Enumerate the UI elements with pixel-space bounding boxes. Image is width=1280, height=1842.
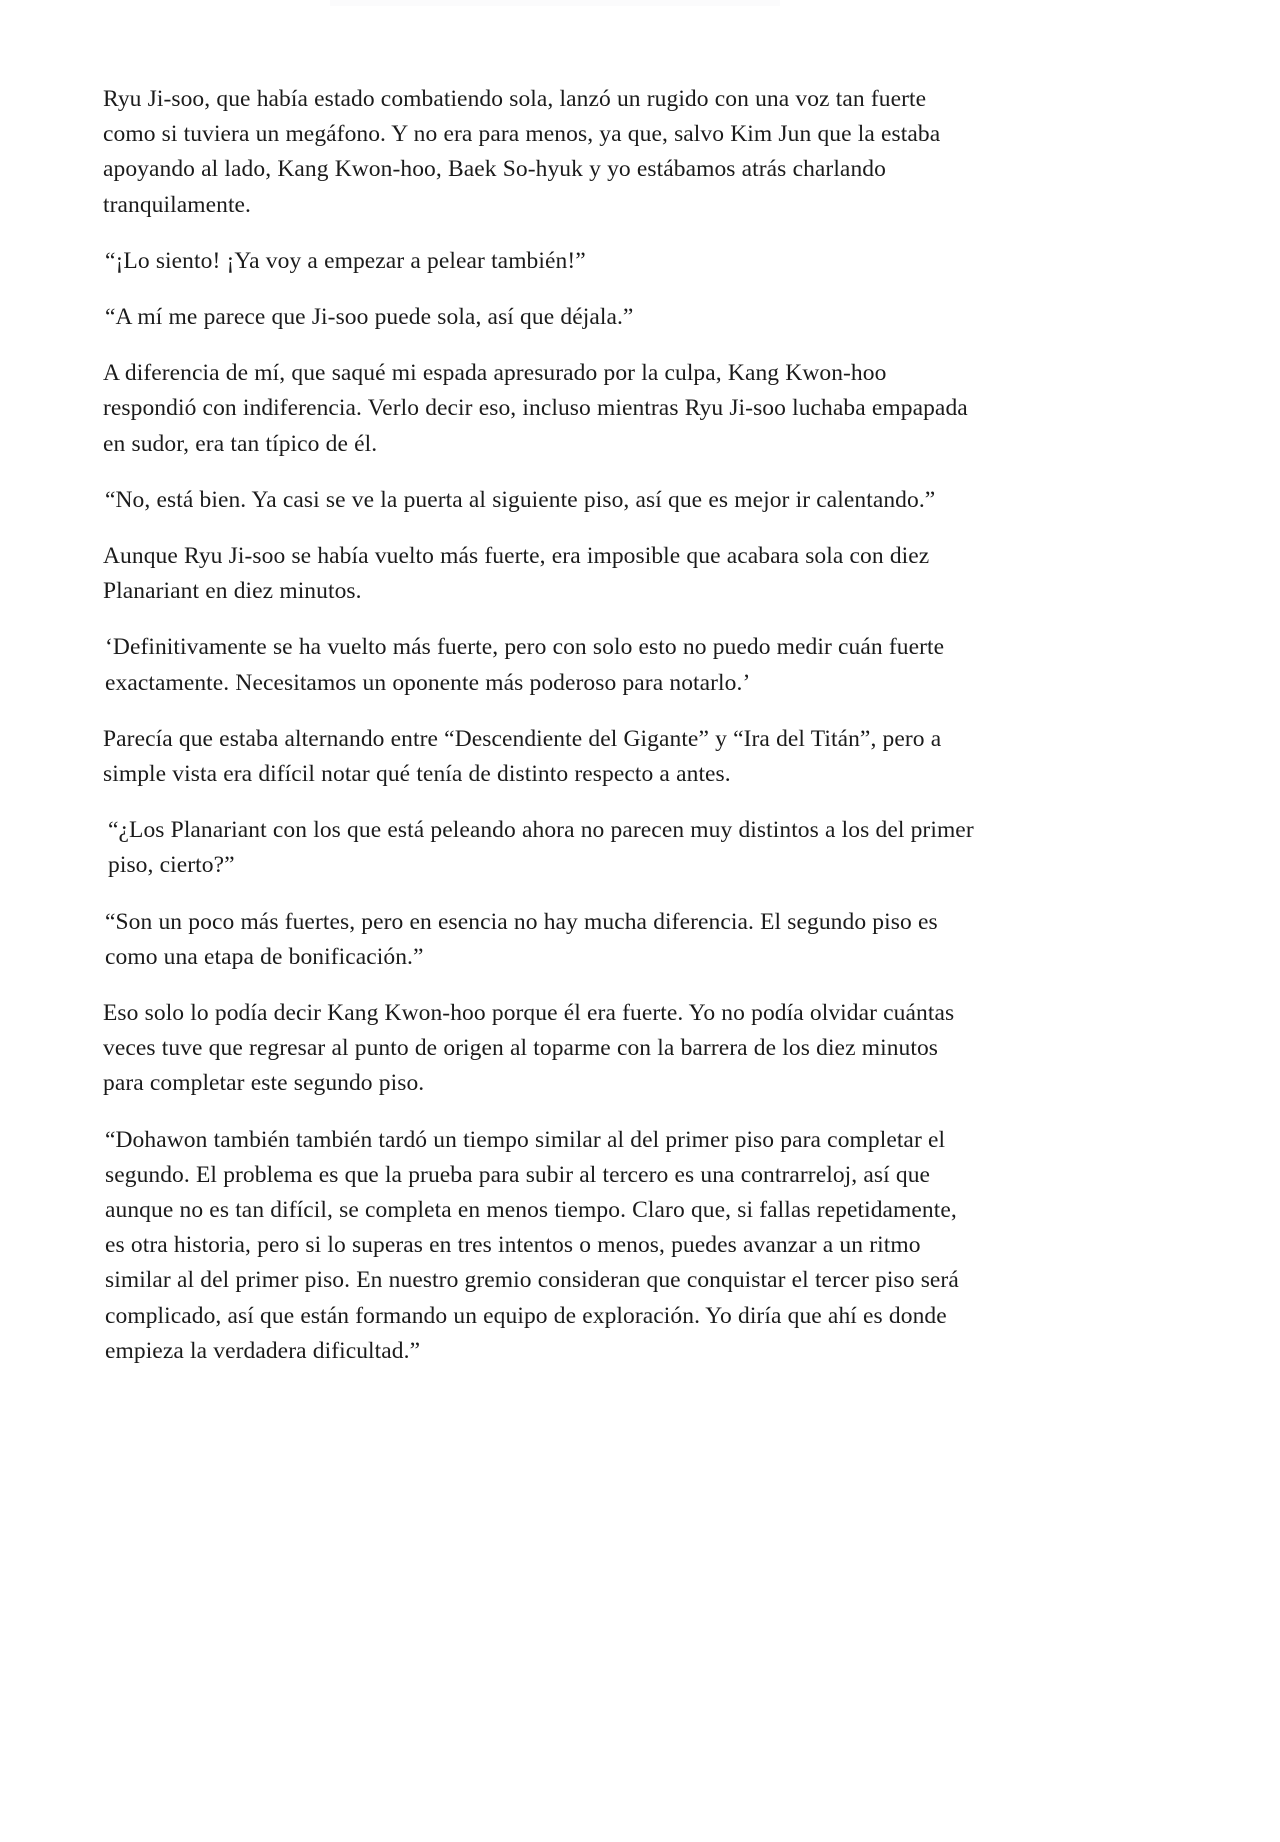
paragraph-narration: Aunque Ryu Ji-soo se había vuelto más fuerte, era imposible que acabara sola con diez Planariant en diez minutos. bbox=[103, 543, 930, 605]
paragraph-narration: Eso solo lo podía decir Kang Kwon-hoo porque él era fuerte. Yo no podía olvidar cuántas veces tuve que regresar al punto de origen al toparme con la barrera de los diez minutos para completar este segundo piso. bbox=[103, 1000, 955, 1097]
paragraph-dialogue: “No, está bien. Ya casi se ve la puerta al siguiente piso, así que es mejor ir calentando.” bbox=[105, 486, 936, 513]
paragraph-dialogue: “¡Lo siento! ¡Ya voy a empezar a pelear también!” bbox=[105, 247, 586, 274]
paragraph-narration: Ryu Ji-soo, que había estado combatiendo sola, lanzó un rugido con una voz tan fuerte como si tuviera un megáfono. Y no era para menos, ya que, salvo Kim Jun que la estaba apoyando al lado, Kang Kwon-hoo, Baek So-hyuk y yo estábamos atrás charlando tranquilamente. bbox=[103, 86, 941, 218]
paragraph-thought: ‘Definitivamente se ha vuelto más fuerte, pero con solo esto no puedo medir cuán fuerte exactamente. Necesitamos un oponente más poderoso para notarlo.’ bbox=[105, 634, 945, 696]
paragraph-dialogue: “A mí me parece que Ji-soo puede sola, así que déjala.” bbox=[105, 304, 634, 331]
paragraph-dialogue: “Dohawon también también tardó un tiempo similar al del primer piso para completar el segundo. El problema es que la prueba para subir al tercero es una contrarreloj, así que aunque no es tan difícil, se completa en menos tiempo. Claro que, si fallas repetidamente, es otra historia, pero si lo superas en tres intentos o menos, puedes avanzar a un ritmo similar al del primer piso. En nuestro gremio consideran que conquistar el tercer piso será complicado, así que están formando un equipo de exploración. Yo diría que ahí es donde empieza la verdadera dificultad.” bbox=[105, 1126, 959, 1364]
paragraph-narration: Parecía que estaba alternando entre “Descendiente del Gigante” y “Ira del Titán”, pero a simple vista era difícil notar qué tenía de distinto respecto a antes. bbox=[103, 725, 942, 788]
paragraph-dialogue: “Son un poco más fuertes, pero en esencia no hay mucha diferencia. El segundo piso es como una etapa de bonificación.” bbox=[105, 908, 938, 970]
paragraph-dialogue: “¿Los Planariant con los que está peleando ahora no parecen muy distintos a los del primer piso, cierto?” bbox=[108, 817, 974, 879]
paragraph-narration: A diferencia de mí, que saqué mi espada apresurado por la culpa, Kang Kwon-hoo respondió con indiferencia. Verlo decir eso, incluso mientras Ryu Ji-soo luchaba empapada en sudor, era tan típico de él. bbox=[103, 360, 968, 457]
